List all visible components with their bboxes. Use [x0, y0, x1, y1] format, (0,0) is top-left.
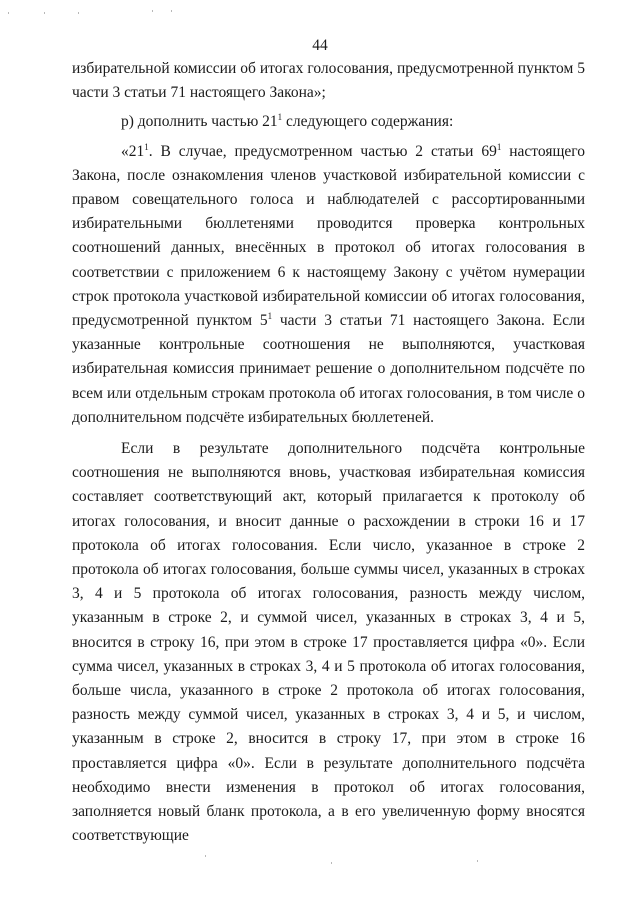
scan-speck: [152, 10, 153, 12]
scan-speck: [331, 862, 332, 864]
part-21-1-text-c: части 3 статьи 71 настоящего Закона. Если указанные контрольные соотношения не выполняются, участковая избирательная комиссия принимает решение о дополнительном подсчёте по всем или отдельным строкам протокола об итогах голосования, в том числе о дополнительном подсчёте избирательных бюллетеней.: [72, 312, 585, 426]
part-21-1-label: «21: [121, 142, 145, 160]
amendment-r-text-start: р) дополнить частью 21: [121, 113, 278, 131]
body-text: [72, 57, 585, 849]
superscript-index: 1: [277, 112, 283, 123]
scan-speck: [8, 12, 9, 14]
superscript-index: 1: [496, 141, 502, 152]
page-number: 44: [312, 37, 328, 54]
scan-speck: [44, 12, 45, 14]
scan-speck: [477, 860, 478, 862]
part-21-1-text-a: . В случае, предусмотренном частью 2 статьи 69: [148, 142, 497, 160]
paragraph-part-21-1: [72, 140, 585, 430]
amendment-r-text-end: следующего содержания:: [282, 113, 454, 131]
part-21-1-text-b: настоящего Закона, после ознакомления членов участковой избирательной комиссии с правом совещательного голоса и наблюдателей с рассортированными избирательными бюллетенями проводится проверка контрольных соотношений данных, внесённых в протокол об итогах голосования в соответствии с приложением 6 к настоящему Закону с учётом нумерации строк протокола участковой избирательной комиссии об итогах голосования, предусмотренной пунктом 5: [72, 142, 585, 330]
paragraph-recount: Если в результате дополнительного подсчёта контрольные соотношения не выполняются вновь, участковая избирательная комиссия составляет соответствующий акт, который прилагается к протоколу об итогах голосования, и вносит данные о расхождении в строки 16 и 17 протокола об итогах голосования. Если число, указанное в строке 2 протокола об итогах голосования, больше суммы чисел, указанных в строках 3, 4 и 5 протокола об итогах голосования, разность между числом, указанным в строке 2, и суммой чисел, указанных в строках 3, 4 и 5, вносится в строку 16, при этом в строке 17 проставляется цифра «0». Если сумма чисел, указанных в строках 3, 4 и 5 протокола об итогах голосования, больше числа, указанного в строке 2 протокола об итогах голосования, разность между суммой чисел, указанных в строках 3, 4 и 5, и числом, указанным в строке 2, вносится в строку 17, при этом в строке 16 проставляется цифра «0». Если в результате дополнительного подсчёта необходимо внести изменения в протокол об итогах голосования, заполняется новый бланк протокола, а в его увеличенную форму вносятся соответствующие: [72, 440, 585, 845]
superscript-index: 1: [144, 141, 149, 152]
paragraph-continuation: избирательной комиссии об итогах голосования, предусмотренной пунктом 5 части 3 статьи 71 настоящего Закона»;: [72, 60, 585, 102]
paragraph-amendment-r: [72, 110, 585, 134]
scan-speck: [171, 10, 172, 12]
scan-speck: [205, 855, 206, 857]
superscript-index: 1: [267, 311, 273, 322]
scan-speck: [78, 12, 79, 14]
